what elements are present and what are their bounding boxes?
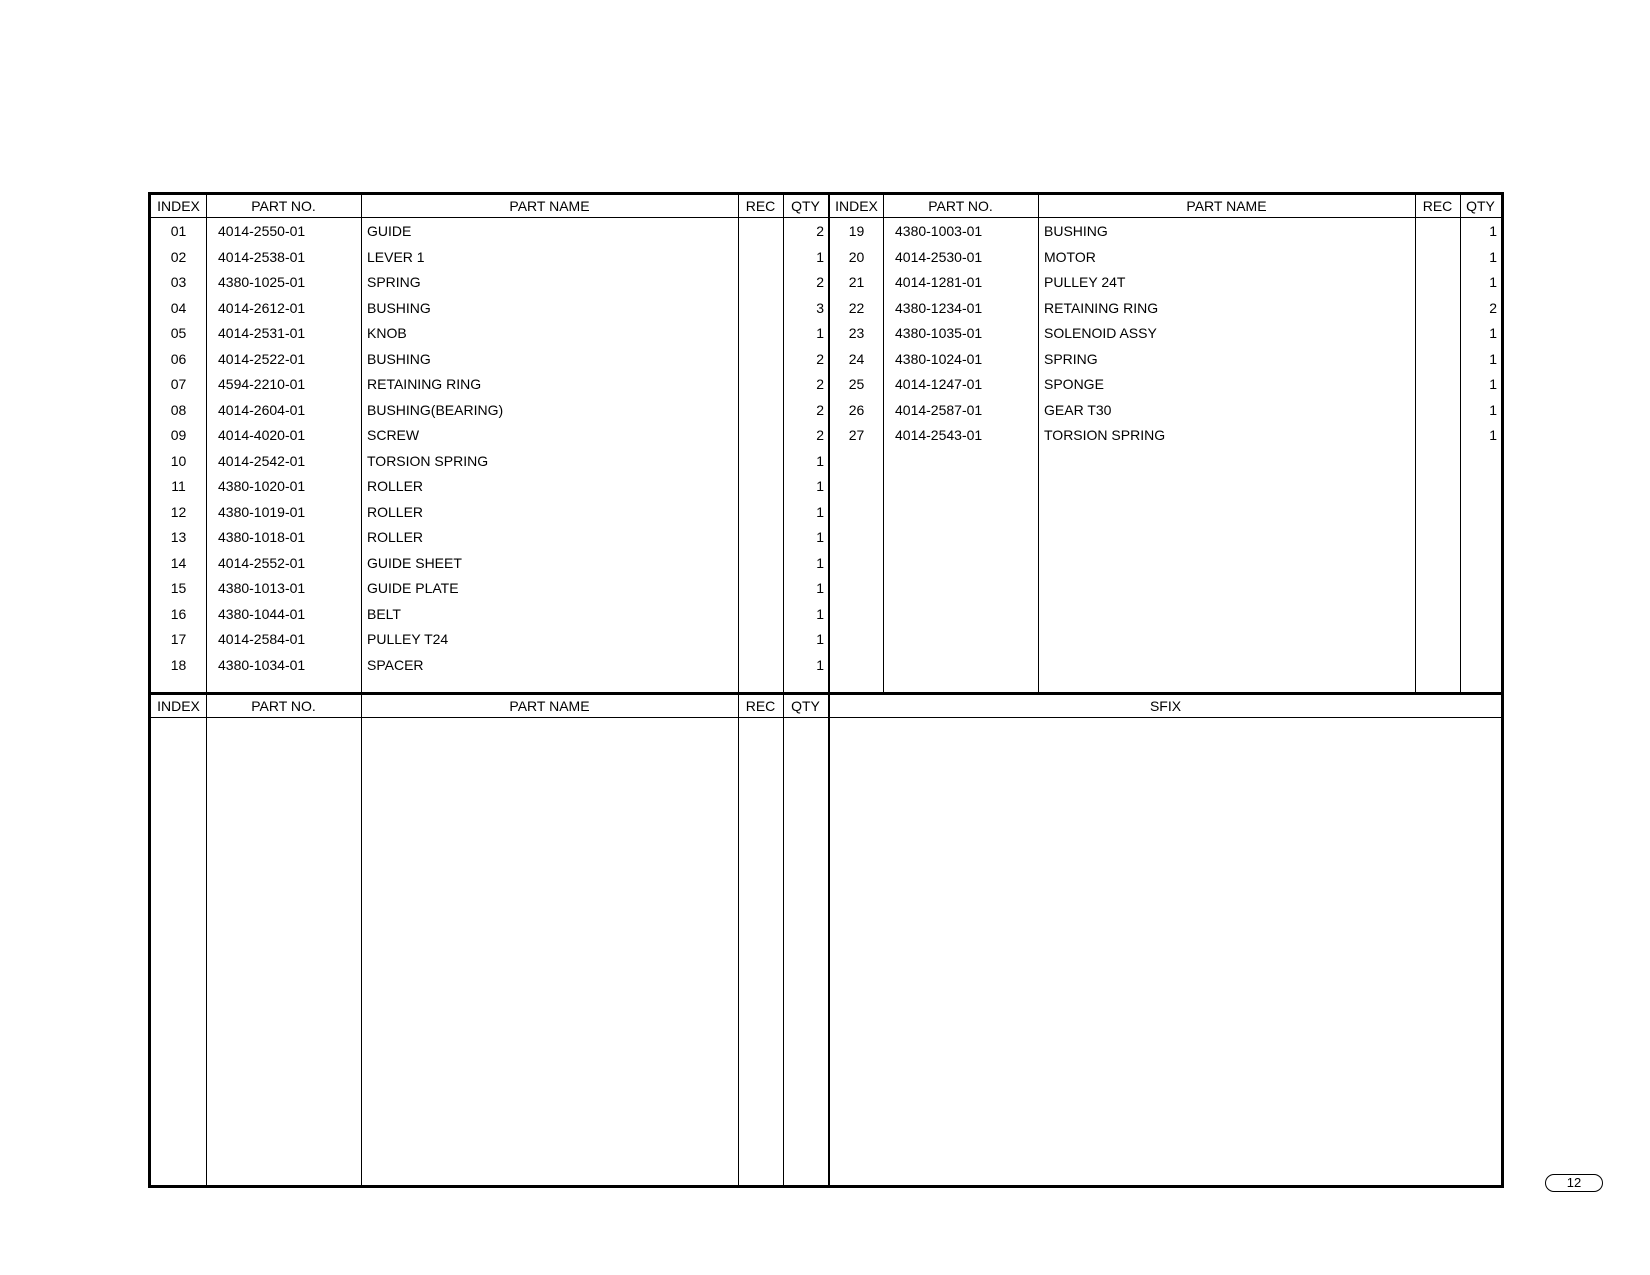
- header-qty: QTY: [1466, 198, 1495, 214]
- cell-index: 06: [170, 350, 187, 367]
- column-divider: [361, 695, 362, 1185]
- cell-qty: 2: [816, 350, 824, 367]
- table-header: [830, 195, 1501, 218]
- cell-part-name: MOTOR: [1044, 248, 1096, 265]
- cell-qty: 1: [1489, 325, 1497, 341]
- cell-rec: [738, 500, 783, 525]
- table-row: [830, 296, 1501, 321]
- header-part-no: PART NO.: [928, 198, 993, 214]
- table-row: [830, 270, 1501, 295]
- cell-rec: [1415, 219, 1460, 244]
- cell-index: 11: [171, 478, 186, 494]
- cell-index: 10: [170, 452, 187, 469]
- table-row: [151, 423, 828, 448]
- cell-part-name: GUIDE: [367, 223, 412, 239]
- table-row: [830, 423, 1501, 448]
- cell-rec: [1415, 398, 1460, 423]
- cell-part-no: 4380-1025-01: [218, 274, 306, 290]
- cell-part-name: ROLLER: [367, 478, 424, 494]
- cell-index: 13: [170, 529, 187, 545]
- cell-part-no: 4014-2584-01: [218, 631, 306, 647]
- cell-part-name: SCREW: [367, 427, 420, 443]
- header-rec: REC: [745, 198, 776, 214]
- column-divider: [783, 695, 784, 1185]
- cell-rec: [738, 576, 783, 601]
- parts-table-right: [828, 195, 1501, 692]
- table-header: [151, 195, 828, 218]
- cell-index: 26: [848, 401, 865, 418]
- cell-part-name: SOLENOID ASSY: [1044, 325, 1157, 341]
- cell-part-no: 4380-1024-01: [895, 350, 983, 367]
- table-row: [830, 219, 1501, 244]
- lower-parts-table: [151, 695, 828, 1185]
- cell-qty: 2: [816, 223, 824, 239]
- cell-qty: 1: [816, 656, 824, 673]
- cell-index: 21: [848, 274, 865, 290]
- cell-index: 05: [170, 325, 187, 341]
- table-row: [151, 576, 828, 601]
- cell-part-no: 4380-1013-01: [218, 580, 306, 596]
- cell-index: 09: [170, 427, 187, 443]
- header-rec: REC: [1422, 198, 1453, 214]
- cell-qty: 1: [816, 248, 824, 265]
- cell-part-name: BELT: [367, 605, 401, 622]
- cell-qty: 1: [1489, 274, 1497, 290]
- cell-part-no: 4380-1020-01: [218, 478, 306, 494]
- table-row: [151, 245, 828, 270]
- cell-index: 07: [170, 376, 187, 392]
- cell-qty: 1: [816, 554, 824, 571]
- cell-part-name: ROLLER: [367, 529, 424, 545]
- cell-part-name: SPONGE: [1044, 376, 1104, 392]
- column-divider: [738, 695, 739, 1185]
- cell-rec: [738, 551, 783, 576]
- cell-index: 08: [170, 401, 187, 418]
- table-row: [151, 398, 828, 423]
- cell-part-name: ROLLER: [367, 503, 424, 520]
- cell-qty: 1: [816, 325, 824, 341]
- cell-rec: [738, 372, 783, 397]
- table-row: [830, 372, 1501, 397]
- cell-qty: 1: [816, 631, 824, 647]
- cell-part-no: 4014-2604-01: [218, 401, 306, 418]
- cell-rec: [1415, 372, 1460, 397]
- cell-qty: 1: [816, 580, 824, 596]
- cell-rec: [738, 474, 783, 499]
- cell-part-name: GUIDE PLATE: [367, 580, 459, 596]
- cell-rec: [738, 525, 783, 550]
- table-row: [151, 551, 828, 576]
- cell-qty: 2: [816, 274, 824, 290]
- cell-part-name: TORSION SPRING: [1044, 427, 1166, 443]
- cell-index: 17: [170, 631, 187, 647]
- cell-rec: [1415, 270, 1460, 295]
- cell-qty: 1: [816, 452, 824, 469]
- cell-part-name: BUSHING: [367, 299, 431, 316]
- table-row: [151, 653, 828, 678]
- cell-rec: [738, 449, 783, 474]
- cell-part-name: TORSION SPRING: [367, 452, 489, 469]
- cell-part-no: 4594-2210-01: [218, 376, 306, 392]
- cell-part-no: 4380-1035-01: [895, 325, 983, 341]
- table-row: [830, 347, 1501, 372]
- table-row: [151, 449, 828, 474]
- cell-part-no: 4380-1034-01: [218, 656, 306, 673]
- table-row: [151, 270, 828, 295]
- table-row: [151, 602, 828, 627]
- cell-part-name: BUSHING: [367, 350, 431, 367]
- cell-part-no: 4014-1281-01: [895, 274, 983, 290]
- cell-qty: 2: [816, 427, 824, 443]
- cell-part-no: 4014-2522-01: [218, 350, 306, 367]
- cell-index: 01: [170, 223, 187, 239]
- table-row: [151, 321, 828, 346]
- table-row: [830, 398, 1501, 423]
- cell-index: 20: [848, 248, 865, 265]
- table-row: [151, 219, 828, 244]
- sfix-header: [830, 695, 1501, 718]
- parts-table-left: [151, 195, 828, 692]
- cell-rec: [1415, 296, 1460, 321]
- table-row: [151, 525, 828, 550]
- cell-rec: [738, 627, 783, 652]
- cell-part-name: RETAINING RING: [367, 376, 482, 392]
- header-index: INDEX: [157, 198, 200, 214]
- cell-qty: 1: [1489, 248, 1497, 265]
- cell-part-name: SPRING: [1044, 350, 1098, 367]
- cell-rec: [1415, 347, 1460, 372]
- cell-part-name: BUSHING(BEARING): [367, 401, 504, 418]
- cell-qty: 1: [1489, 223, 1497, 239]
- cell-part-name: SPACER: [367, 656, 424, 673]
- table-row: [830, 321, 1501, 346]
- cell-part-name: SPRING: [367, 274, 421, 290]
- cell-index: 24: [848, 350, 865, 367]
- cell-part-no: 4380-1044-01: [218, 605, 306, 622]
- cell-rec: [738, 653, 783, 678]
- cell-qty: 3: [816, 299, 824, 316]
- table-row: [151, 474, 828, 499]
- cell-rec: [1415, 321, 1460, 346]
- cell-rec: [738, 219, 783, 244]
- cell-part-no: 4380-1019-01: [218, 503, 306, 520]
- cell-part-no: 4380-1003-01: [895, 223, 983, 239]
- cell-part-name: KNOB: [367, 325, 407, 341]
- parts-list-sheet: [148, 192, 1504, 1188]
- header-index: INDEX: [157, 698, 200, 714]
- cell-part-no: 4380-1018-01: [218, 529, 306, 545]
- sfix-title: SFIX: [1149, 698, 1182, 714]
- header-part-name: PART NAME: [1186, 198, 1267, 214]
- cell-part-name: GUIDE SHEET: [367, 554, 462, 571]
- cell-rec: [738, 602, 783, 627]
- cell-part-name: RETAINING RING: [1044, 299, 1159, 316]
- header-qty: QTY: [791, 698, 820, 714]
- cell-part-no: 4014-2531-01: [218, 325, 306, 341]
- cell-index: 25: [848, 376, 865, 392]
- table-row: [830, 245, 1501, 270]
- header-qty: QTY: [791, 198, 820, 214]
- cell-qty: 1: [816, 478, 824, 494]
- parts-table-lower: [151, 692, 1501, 1185]
- cell-index: 22: [848, 299, 865, 316]
- cell-part-no: 4014-2543-01: [895, 427, 983, 443]
- parts-table-upper: [151, 195, 1501, 692]
- cell-index: 18: [170, 656, 187, 673]
- table-row: [151, 372, 828, 397]
- cell-part-name: PULLEY T24: [367, 631, 449, 647]
- table-row: [151, 627, 828, 652]
- cell-qty: 2: [816, 376, 824, 392]
- cell-part-no: 4014-1247-01: [895, 376, 983, 392]
- cell-part-name: GEAR T30: [1044, 401, 1112, 418]
- cell-part-no: 4014-4020-01: [218, 427, 306, 443]
- cell-index: 23: [848, 325, 865, 341]
- cell-rec: [738, 398, 783, 423]
- cell-part-no: 4014-2587-01: [895, 401, 983, 418]
- table-row: [151, 296, 828, 321]
- cell-part-no: 4380-1234-01: [895, 299, 983, 316]
- table-row: [151, 500, 828, 525]
- cell-rec: [738, 423, 783, 448]
- cell-part-no: 4014-2542-01: [218, 452, 306, 469]
- cell-index: 12: [170, 503, 187, 520]
- cell-index: 19: [848, 223, 865, 239]
- cell-part-no: 4014-2538-01: [218, 248, 306, 265]
- header-part-name: PART NAME: [509, 198, 590, 214]
- header-part-no: PART NO.: [251, 698, 316, 714]
- header-index: INDEX: [835, 198, 878, 214]
- cell-qty: 1: [1489, 401, 1497, 418]
- cell-rec: [738, 270, 783, 295]
- cell-index: 15: [170, 580, 187, 596]
- cell-index: 16: [170, 605, 187, 622]
- cell-index: 27: [848, 427, 865, 443]
- cell-part-no: 4014-2550-01: [218, 223, 306, 239]
- cell-qty: 1: [1489, 427, 1497, 443]
- cell-qty: 1: [816, 503, 824, 520]
- cell-index: 04: [170, 299, 187, 316]
- table-header: [151, 695, 828, 718]
- cell-rec: [738, 321, 783, 346]
- table-row: [151, 347, 828, 372]
- header-part-no: PART NO.: [251, 198, 316, 214]
- cell-index: 14: [170, 554, 187, 571]
- cell-qty: 2: [816, 401, 824, 418]
- cell-rec: [738, 245, 783, 270]
- cell-rec: [1415, 245, 1460, 270]
- cell-part-name: PULLEY 24T: [1044, 274, 1126, 290]
- header-rec: REC: [745, 698, 776, 714]
- cell-rec: [738, 347, 783, 372]
- cell-part-name: LEVER 1: [367, 248, 425, 265]
- cell-part-no: 4014-2612-01: [218, 299, 306, 316]
- cell-rec: [738, 296, 783, 321]
- cell-rec: [1415, 423, 1460, 448]
- header-part-name: PART NAME: [509, 698, 590, 714]
- cell-part-no: 4014-2552-01: [218, 554, 306, 571]
- cell-index: 03: [170, 274, 187, 290]
- column-divider: [206, 695, 207, 1185]
- cell-qty: 1: [1489, 376, 1497, 392]
- cell-qty: 1: [816, 605, 824, 622]
- cell-part-no: 4014-2530-01: [895, 248, 983, 265]
- cell-qty: 1: [816, 529, 824, 545]
- page-number-badge: 12: [1545, 1174, 1603, 1192]
- cell-index: 02: [170, 248, 187, 265]
- cell-part-name: BUSHING: [1044, 223, 1108, 239]
- sfix-panel: [828, 695, 1501, 1185]
- cell-qty: 2: [1489, 299, 1497, 316]
- cell-qty: 1: [1489, 350, 1497, 367]
